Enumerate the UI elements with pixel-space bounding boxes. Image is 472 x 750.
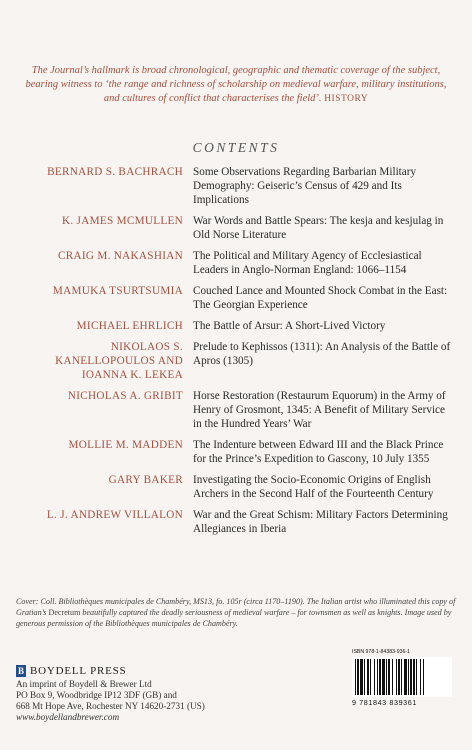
toc-title: Some Observations Regarding Barbarian Military Demography: Geiseric’s Census of 429 and Its Implications	[193, 166, 417, 206]
toc-author: GARY BAKER	[108, 474, 183, 486]
boydell-logo-icon: B	[17, 666, 24, 676]
toc-entry	[20, 473, 452, 501]
table-of-contents	[20, 165, 452, 543]
publisher-info	[16, 665, 266, 723]
toc-title: The Battle of Arsur: A Short-Lived Victory	[193, 320, 386, 332]
toc-title: Horse Restoration (Restaurum Equorum) in the Army of Henry of Grosmont, 1345: A Benefit of Military Service in the Hundred Years’ War	[193, 390, 446, 430]
caption-text-1: Cover: Coll. Bibliothèques municipales de Chambéry, MS13, fo. 105r (circa 1170–1190). The Italian artist who illuminated this copy of Gratian’s	[16, 597, 456, 617]
publisher-line: An imprint of Boydell & Brewer Ltd	[16, 679, 152, 689]
contents-heading: CONTENTS	[192, 140, 280, 155]
barcode-icon	[352, 657, 452, 697]
toc-author: MAMUKA TSURTSUMIA	[52, 285, 183, 297]
toc-author: NICHOLAS A. GRIBIT	[67, 390, 183, 402]
publisher-name: BOYDELL PRESS	[30, 664, 127, 677]
toc-title: Investigating the Socio-Economic Origins of English Archers in the Second Half of the Fourteenth Century	[193, 474, 434, 500]
toc-entry	[20, 389, 452, 431]
blurb-source: HISTORY	[324, 94, 369, 104]
blurb-quote: The Journal’s hallmark is broad chronological, geographic and thematic coverage of the subject, bearing witness to ‘the range and richness of scholarship on medieval warfare, military institutions, and cultures of conflict that characterises the field’.	[25, 65, 447, 104]
isbn-label: ISBN 978-1-84383-936-1	[352, 649, 410, 655]
caption-text-2: beautifully captured the deadly seriousness of medieval warfare – for townsmen as well as knights. Image used by generous permission of the Bibliothèques municipales de Chambéry.	[16, 607, 452, 628]
toc-entry	[20, 214, 452, 242]
publisher-line: 668 Mt Hope Ave, Rochester NY 14620-2731 (US)	[16, 700, 205, 711]
toc-entry	[20, 249, 452, 277]
toc-title: Prelude to Kephissos (1311): An Analysis of the Battle of Apros (1305)	[193, 341, 451, 367]
publisher-line: PO Box 9, Woodbridge IP12 3DF (GB) and	[16, 689, 177, 700]
toc-title: Couched Lance and Mounted Shock Combat in the East: The Georgian Experience	[193, 285, 448, 311]
publisher-header	[16, 665, 266, 677]
caption-decretum: Decretum	[48, 607, 81, 617]
toc-author: K. JAMES MCMULLEN	[61, 215, 183, 227]
toc-author: BERNARD S. BACHRACH	[47, 166, 183, 178]
toc-entry	[20, 438, 452, 466]
toc-author: NIKOLAOS S. KANELLOPOULOS AND IOANNA K. LEKEA	[55, 341, 183, 381]
toc-author: MICHAEL EHRLICH	[76, 320, 183, 332]
isbn-block	[352, 649, 452, 707]
toc-author: L. J. ANDREW VILLALON	[46, 509, 183, 521]
publisher-url: www.boydellandbrewer.com	[16, 711, 120, 722]
journal-blurb	[18, 64, 454, 106]
toc-entry	[20, 508, 452, 536]
toc-title: War and the Great Schism: Military Factors Determining Allegiances in Iberia	[193, 509, 448, 535]
toc-entry	[20, 165, 452, 207]
toc-entry	[20, 319, 452, 333]
toc-author: CRAIG M. NAKASHIAN	[57, 250, 183, 262]
toc-title: The Indenture between Edward III and the Black Prince for the Prince’s Expedition to Gascony, 10 July 1355	[193, 439, 444, 465]
toc-entry	[20, 340, 452, 382]
cover-caption	[16, 597, 458, 629]
toc-title: The Political and Military Agency of Ecclesiastical Leaders in Anglo-Norman England: 1066–1154	[193, 250, 422, 276]
toc-entry	[20, 284, 452, 312]
barcode-number: 9 781843 839361	[352, 698, 417, 707]
toc-author: MOLLIE M. MADDEN	[68, 439, 183, 451]
toc-title: War Words and Battle Spears: The kesja and kesjulag in Old Norse Literature	[193, 215, 444, 241]
